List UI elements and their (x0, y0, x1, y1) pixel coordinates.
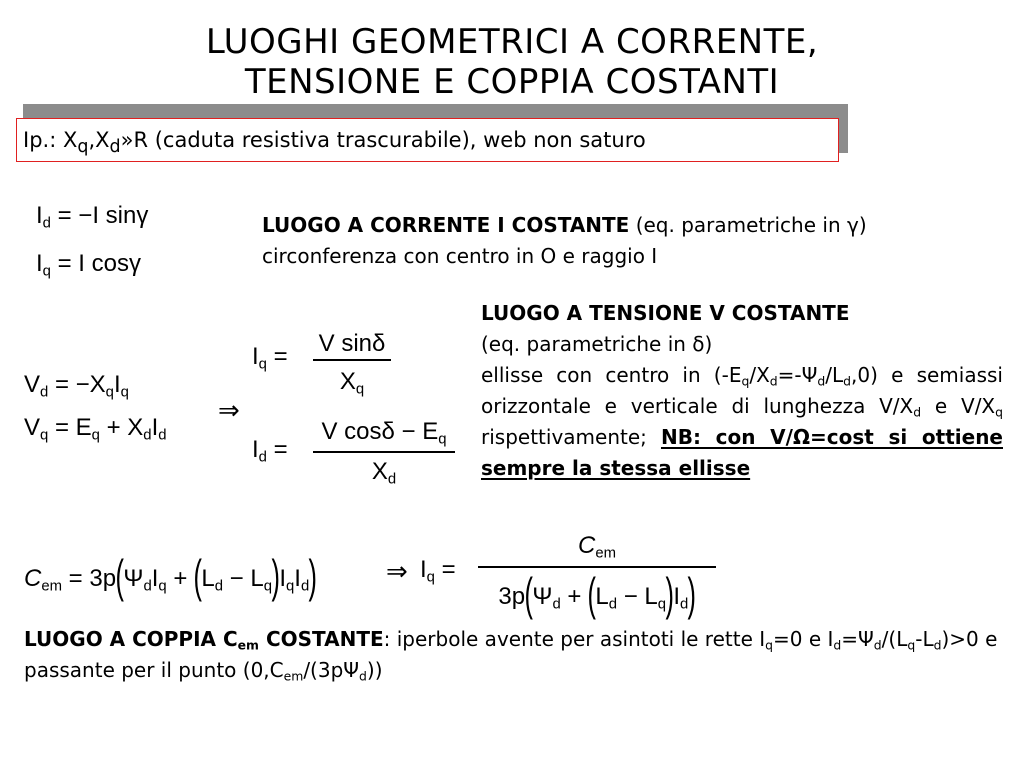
implies-arrow-torque: ⇒ (386, 556, 408, 586)
current-locus-description: LUOGO A CORRENTE I COSTANTE (eq. parametriche in γ) circonferenza con centro in O e raggio I (262, 213, 867, 268)
iq-torque-numerator: $C_{em}$ (577, 532, 616, 562)
iq-voltage-fraction-line (313, 359, 391, 361)
iq-torque-denominator: $3p(\Psi_d + (L_d - L_q)I_d)$ (498, 568, 697, 620)
iq-torque-fraction-line (478, 566, 716, 568)
hypothesis-box: Ip.: $X_q,X_d»R$ (caduta resistiva trascurabile), web non saturo (16, 118, 839, 162)
equation-iq-current: $I_q = I$ cosγ (36, 250, 141, 280)
iq-voltage-numerator: V sinδ (318, 330, 386, 357)
implies-arrow-voltage: ⇒ (218, 395, 240, 425)
torque-equation: $C_{em} = 3p(\Psi_dI_q + (L_d - L_q)I_qI_d)$ (24, 550, 318, 602)
voltage-locus-nb: NB: con V/Ω=cost si ottiene sempre la stessa ellisse (481, 425, 1003, 480)
id-voltage-lhs: $I_d$ = (252, 436, 288, 466)
equation-vq: $V_q = E_q + X_dI_d$ (24, 414, 167, 444)
current-locus-heading: LUOGO A CORRENTE I COSTANTE (262, 213, 630, 237)
equation-vd: $V_d = -X_qI_q$ (24, 371, 129, 401)
id-voltage-denominator: $X_d$ (371, 458, 397, 488)
equation-id-current: $I_d = -I$ sinγ (36, 202, 149, 232)
torque-locus-description: LUOGO A COPPIA $C_{em}$ COSTANTE: iperbole avente per asintoti le rette $I_q=0$ e $I_d=\Psi_d/(L_q-L_d)>0$ e passante per il punto $(0,C_{em}/(3p\Psi_d))$ (24, 627, 998, 684)
title-line-2: TENSIONE E COPPIA COSTANTI (244, 62, 780, 102)
title-line-1: LUOGHI GEOMETRICI A CORRENTE, (205, 22, 819, 62)
iq-torque-lhs: $I_q$ = (420, 556, 456, 586)
voltage-locus-ellipse-text: ellisse con centro in $(-E_q/X_d=-\Psi_d/L_d,0)$ e semiassi orizzontale e verticale di lunghezza $V/X_d$ e $V/X_q$ rispettivamente; NB: con V/Ω=cost si ottiene sempre la stessa ellisse (481, 363, 1004, 480)
voltage-locus-heading: LUOGO A TENSIONE V COSTANTE (481, 301, 850, 325)
voltage-locus-description: LUOGO A TENSIONE V COSTANTE (eq. parametriche in δ) ellisse con centro in $(-E_q/X_d=-\Psi_d/L_d,0)$ e semiassi orizzontale e verticale di lunghezza $V/X_d$ e $V/X_q$ rispettivamente; NB: con V/Ω=cost si ottiene sempre la stessa ellisse (481, 298, 1003, 484)
page-title (0, 22, 1024, 102)
id-voltage-numerator: V $\cos\delta - E_q$ (321, 418, 447, 448)
iq-voltage-denominator: $X_q$ (339, 368, 365, 398)
iq-voltage-lhs: $I_q$ = (252, 343, 288, 373)
torque-locus-heading: LUOGO A COPPIA $C_{em}$ COSTANTE (24, 627, 384, 653)
id-voltage-fraction-line (313, 451, 455, 453)
